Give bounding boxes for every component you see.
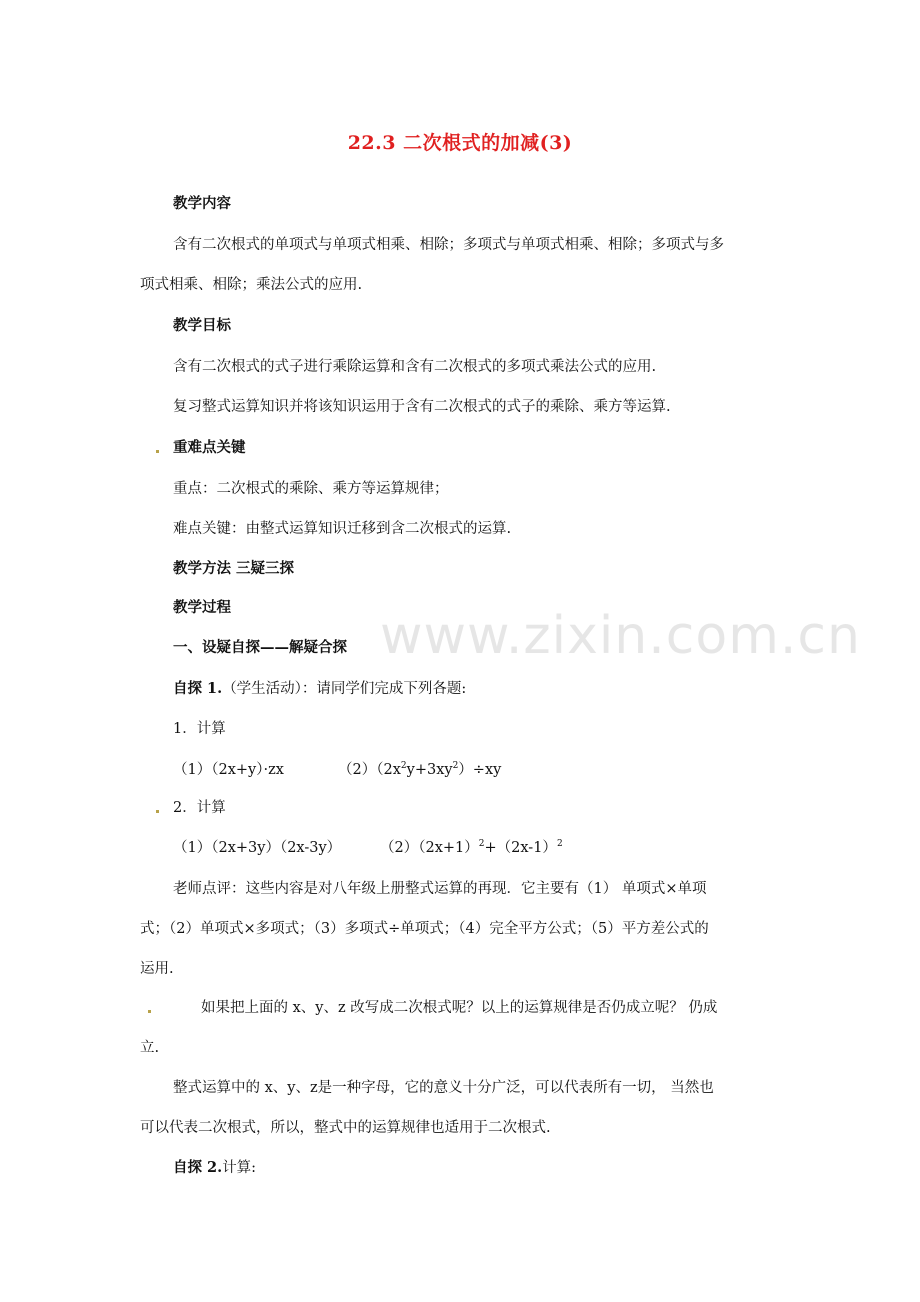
explore-2-label: 自探 2. bbox=[173, 1159, 223, 1176]
question-1-label: 1．计算 bbox=[173, 721, 226, 737]
paragraph-content-line1: 含有二次根式的单项式与单项式相乘、相除；多项式与单项式相乘、相除；多项式与多 bbox=[173, 237, 724, 253]
teacher-review-line2: 式；（2）单项式×多项式；（3）多项式÷单项式；（4）完全平方公式；（5）平方差公式的 bbox=[140, 921, 709, 937]
heading-teaching-goal: 教学目标 bbox=[173, 317, 231, 334]
question-paragraph-line1: 如果把上面的 x、y、z 改写成二次根式呢？以上的运算规律是否仍成立呢？ 仍成 bbox=[201, 1000, 718, 1016]
explore-2-text: 计算: bbox=[222, 1160, 257, 1176]
question-2-part-a: （1）（2x+3y）（2x-3y） bbox=[173, 840, 342, 856]
paragraph-key-2: 难点关键：由整式运算知识迁移到含二次根式的运算. bbox=[173, 521, 512, 537]
note-paragraph-line2: 可以代表二次根式，所以，整式中的运算规律也适用于二次根式. bbox=[140, 1120, 551, 1136]
artifact-dot bbox=[156, 450, 159, 453]
heading-teaching-content: 教学内容 bbox=[173, 195, 231, 212]
explore-1-text: （学生活动）：请同学们完成下列各题: bbox=[222, 681, 467, 697]
teacher-review-line1: 老师点评：这些内容是对八年级上册整式运算的再现．它主要有（1） 单项式×单项 bbox=[173, 881, 707, 897]
explore-1-label: 自探 1. bbox=[173, 680, 223, 697]
question-1-part-a: （1）（2x+y）·zx bbox=[173, 762, 284, 778]
heading-teaching-process: 教学过程 bbox=[173, 599, 231, 616]
question-2-label: 2．计算 bbox=[173, 800, 226, 816]
heading-key-points: 重难点关键 bbox=[173, 439, 246, 456]
paragraph-content-line2: 项式相乘、相除；乘法公式的应用. bbox=[140, 277, 363, 293]
paragraph-goal-2: 复习整式运算知识并将该知识运用于含有二次根式的式子的乘除、乘方等运算. bbox=[173, 399, 671, 415]
heading-part-one: 一、设疑自探——解疑合探 bbox=[173, 639, 347, 656]
explore-1-line bbox=[173, 679, 466, 699]
question-2-part-b: $(2)(2x+1)^2+(2x-1)^2$ bbox=[380, 839, 563, 856]
question-1-part-b: $(2)(2x^2y+3xy^2)\div xy$ bbox=[338, 761, 502, 778]
paragraph-goal-1: 含有二次根式的式子进行乘除运算和含有二次根式的多项式乘法公式的应用. bbox=[173, 359, 657, 375]
teacher-review-line3: 运用. bbox=[140, 961, 174, 977]
explore-2-line bbox=[173, 1158, 256, 1178]
question-paragraph-line2: 立. bbox=[140, 1040, 160, 1056]
artifact-dot bbox=[156, 810, 159, 813]
note-paragraph-line1: 整式运算中的 x、y、z是一种字母，它的意义十分广泛，可以代表所有一切， 当然也 bbox=[173, 1080, 714, 1096]
watermark: www.zixin.com.cn bbox=[380, 606, 861, 666]
artifact-dot bbox=[148, 1010, 151, 1013]
page-title: 22.3 二次根式的加减(3) bbox=[347, 132, 573, 154]
paragraph-key-1: 重点：二次根式的乘除、乘方等运算规律； bbox=[173, 481, 449, 497]
heading-teaching-method: 教学方法 三疑三探 bbox=[173, 560, 295, 577]
